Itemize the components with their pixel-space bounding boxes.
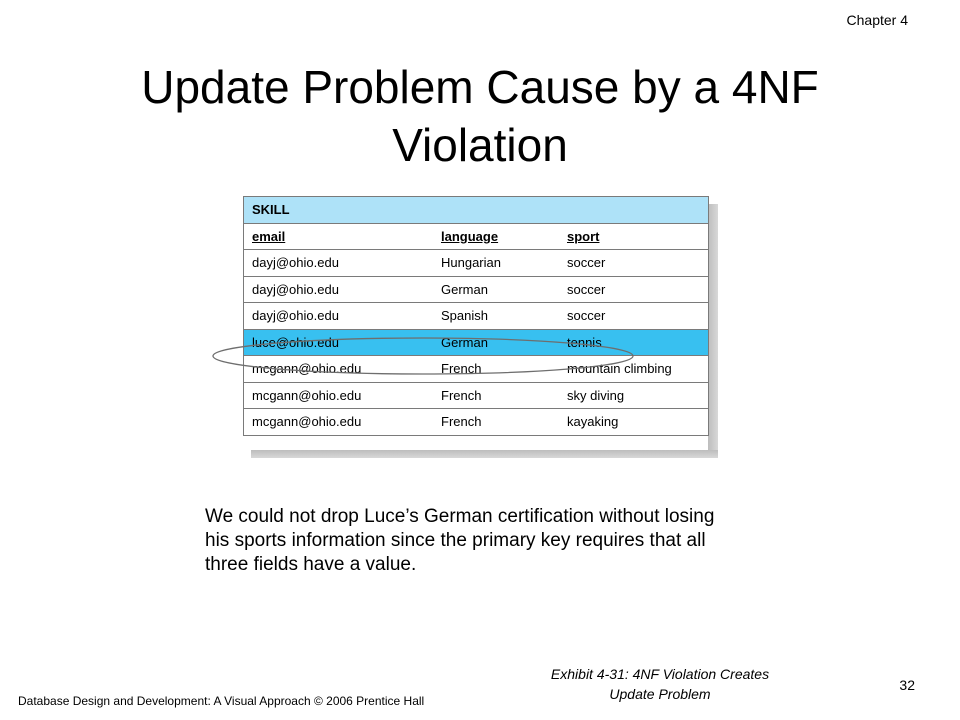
slide-title: Update Problem Cause by a 4NF Violation [141,61,819,171]
cell-email: mcgann@ohio.edu [244,356,434,383]
skill-table [243,196,709,436]
column-header-email: email [244,223,434,250]
table-row [244,382,709,409]
explanation-text: We could not drop Luce’s German certification without losing his sports information since the primary key requires that all three fields have a value. [205,506,715,575]
exhibit-caption-line2: Update Problem [609,686,711,702]
cell-language: Hungarian [433,250,559,277]
cell-language: Spanish [433,303,559,330]
table-row-highlighted [244,329,709,356]
cell-sport: kayaking [559,409,709,436]
cell-email: luce@ohio.edu [244,329,434,356]
cell-email: dayj@ohio.edu [244,276,434,303]
table-row [244,303,709,330]
table-row [244,250,709,277]
page-number: 32 [899,677,915,693]
cell-sport: sky diving [559,382,709,409]
cell-language: German [433,276,559,303]
column-header-language: language [433,223,559,250]
exhibit-caption-line1: Exhibit 4-31: 4NF Violation Creates [550,666,770,682]
exhibit-caption [510,664,810,704]
table-row [244,409,709,436]
cell-sport: soccer [559,303,709,330]
cell-language: French [433,409,559,436]
column-header-sport: sport [559,223,709,250]
table-caption: SKILL [244,197,709,224]
table-shadow-bottom [251,450,718,458]
cell-sport: soccer [559,250,709,277]
cell-language: German [433,329,559,356]
cell-email: mcgann@ohio.edu [244,409,434,436]
cell-email: dayj@ohio.edu [244,303,434,330]
cell-sport: tennis [559,329,709,356]
cell-language: French [433,382,559,409]
table-header-row [244,223,709,250]
cell-language: French [433,356,559,383]
cell-email: mcgann@ohio.edu [244,382,434,409]
cell-sport: soccer [559,276,709,303]
cell-email: dayj@ohio.edu [244,250,434,277]
table-caption-row [244,197,709,224]
table-shadow-right [708,204,718,456]
chapter-label: Chapter 4 [846,12,908,28]
footer-text: Database Design and Development: A Visual Approach © 2006 Prentice Hall [18,694,425,708]
cell-sport: mountain climbing [559,356,709,383]
table-row [244,356,709,383]
table-row [244,276,709,303]
